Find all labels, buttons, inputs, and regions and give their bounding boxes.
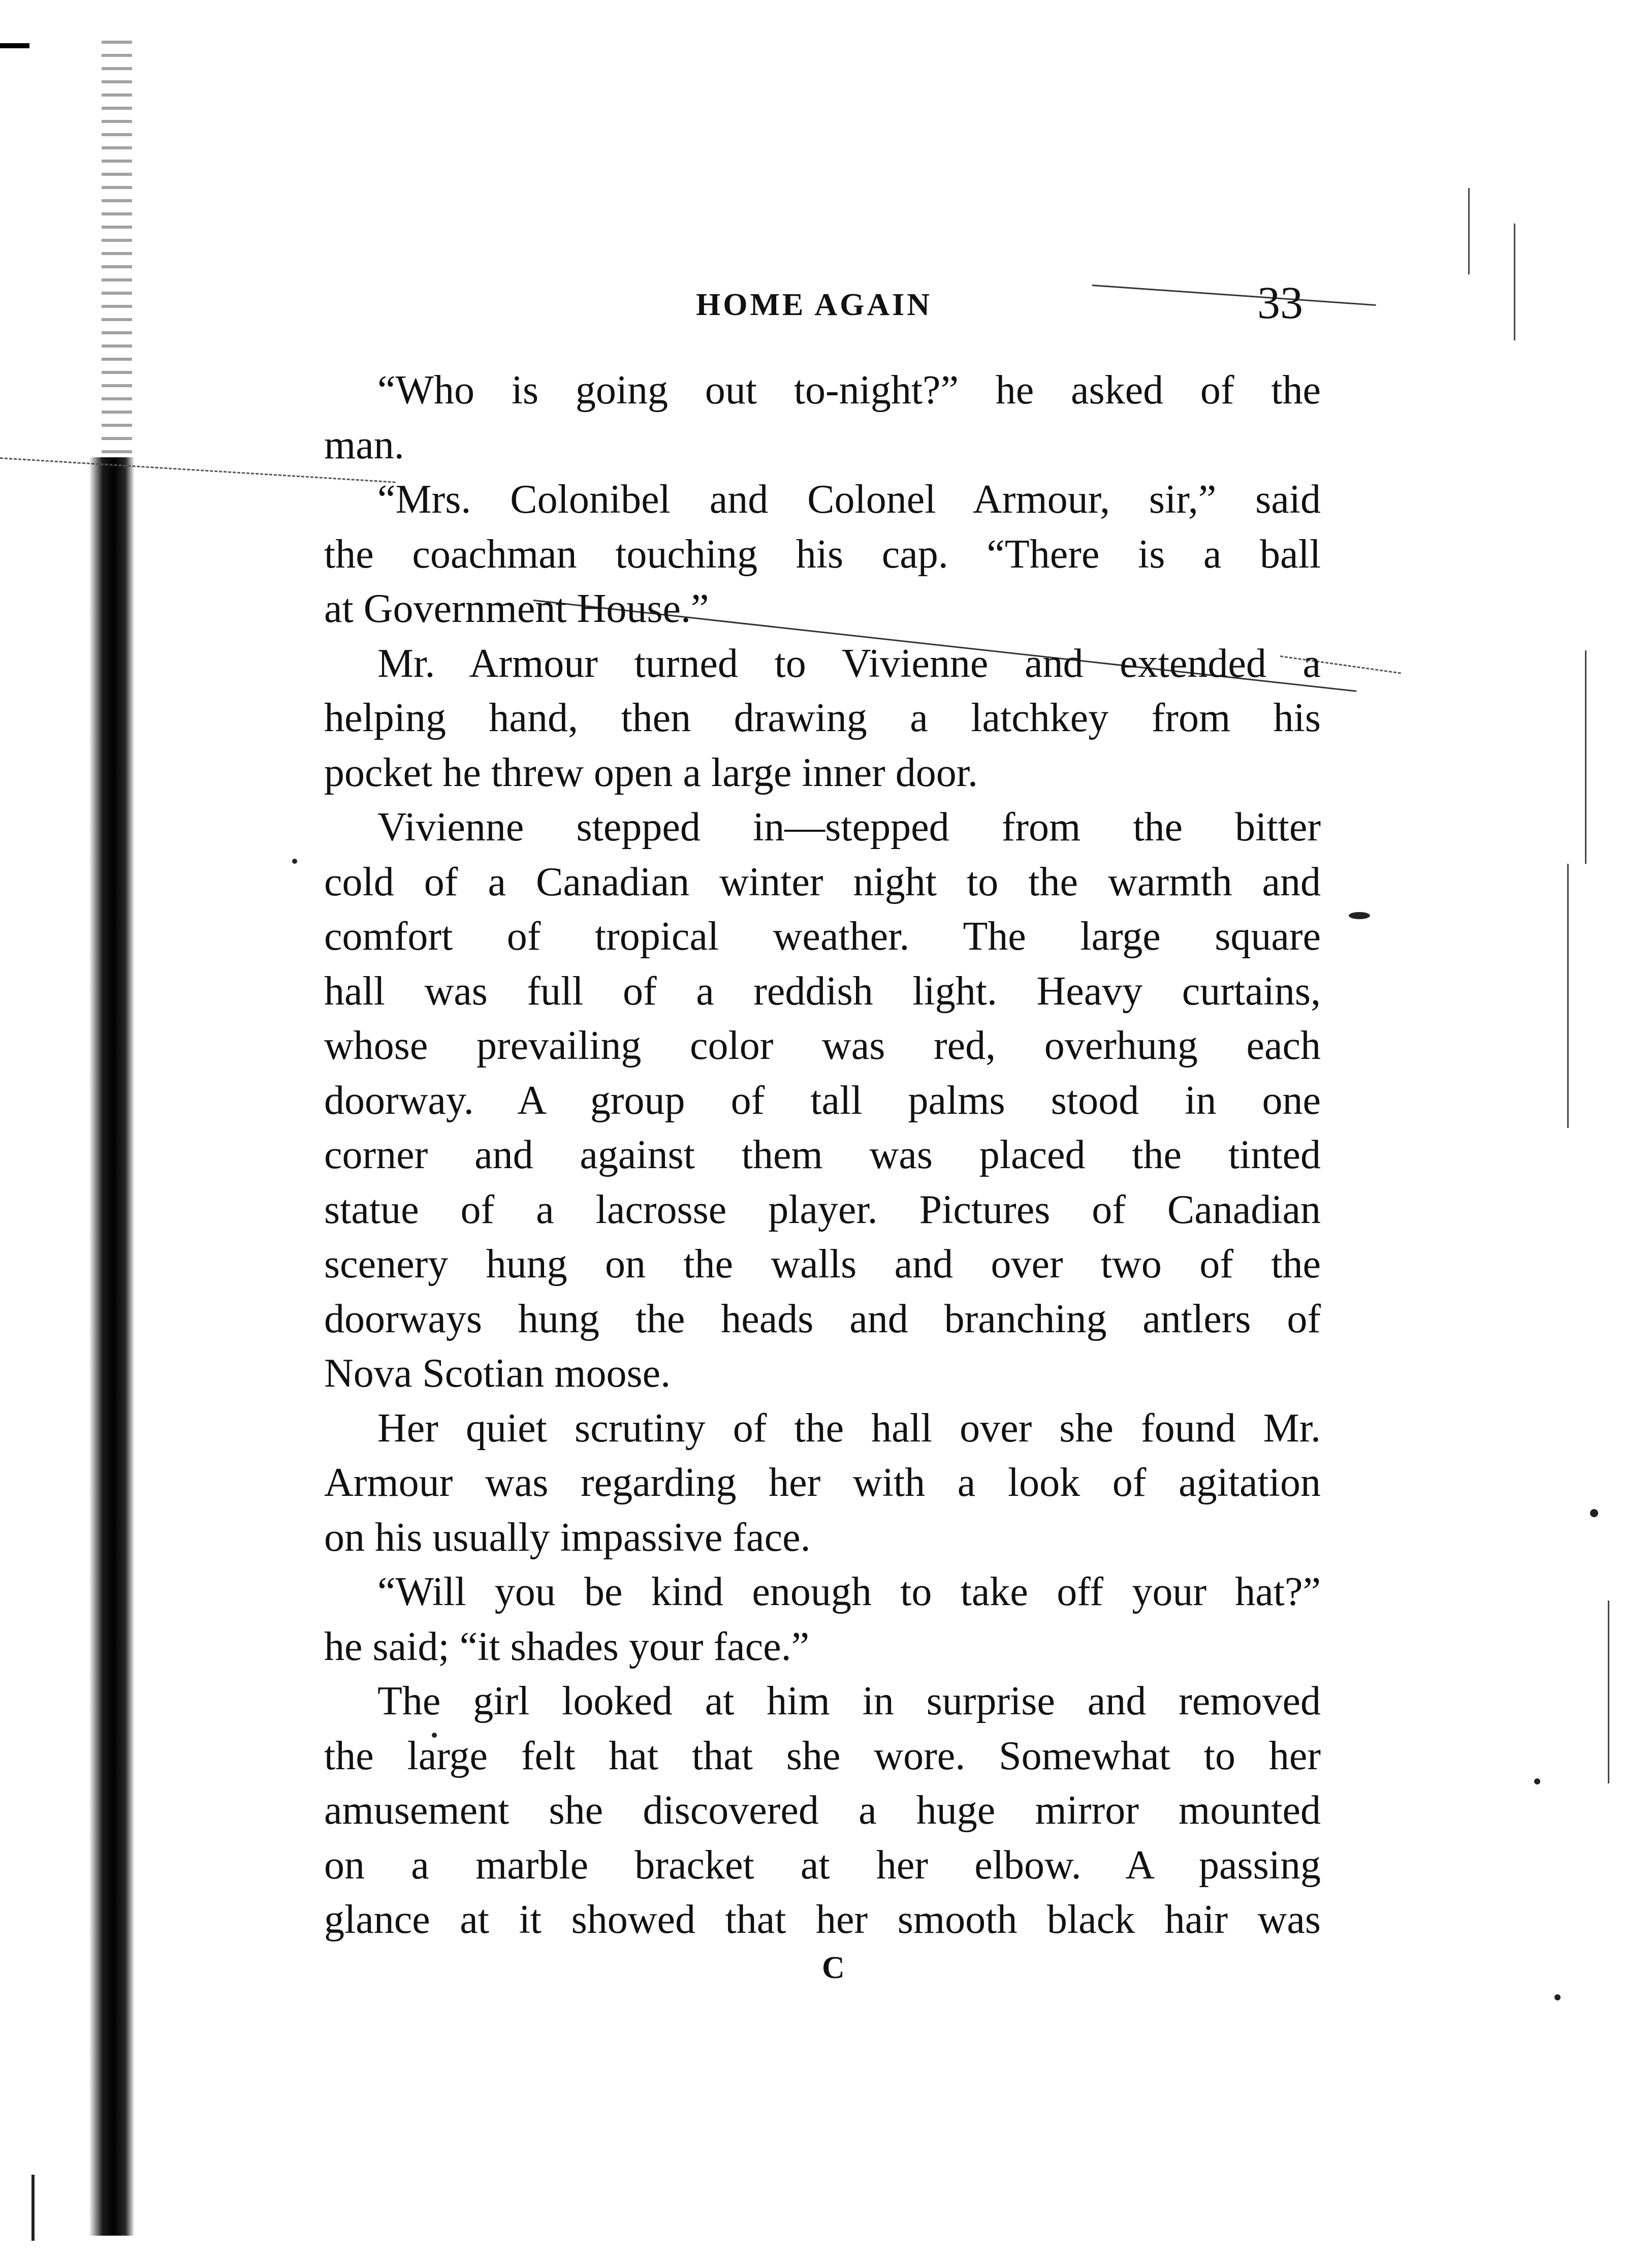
text-line: The girl looked at him in surprise and removed: [377, 1679, 1321, 1723]
text-line: hall was full of a reddish light. Heavy curtains,: [324, 968, 1321, 1014]
text-line: doorway. A group of tall palms stood in one: [324, 1078, 1321, 1123]
text-line: scenery hung on the walls and over two of the: [324, 1242, 1321, 1287]
edge-mark: [31, 2175, 35, 2241]
text-line: on his usually impassive face.: [324, 1515, 811, 1560]
text-line: the large felt hat that she wore. Somewhat to her: [324, 1733, 1321, 1778]
page-number: 33: [1257, 278, 1303, 328]
binding-speckle: [102, 41, 132, 457]
ink-speck: [292, 859, 297, 864]
text-line: he said; “it shades your face.”: [324, 1624, 810, 1669]
text-line: on a marble bracket at her elbow. A passing: [324, 1842, 1321, 1888]
signature-mark: C: [822, 1951, 845, 1985]
binding-edge: [89, 457, 135, 2236]
ink-speck: [1554, 1994, 1561, 2000]
ink-speck: [1534, 1778, 1540, 1784]
text-line: whose prevailing color was red, overhung each: [324, 1023, 1321, 1068]
text-line: glance at it showed that her smooth black hair was: [324, 1897, 1321, 1942]
text-line: “Who is going out to-night?” he asked of the: [377, 368, 1321, 413]
text-line: cold of a Canadian winter night to the warmth and: [324, 859, 1321, 904]
text-line: man.: [324, 422, 404, 467]
text-line: helping hand, then drawing a latchkey from his: [324, 696, 1321, 740]
edge-mark: [0, 43, 29, 48]
text-line: Her quiet scrutiny of the hall over she found Mr.: [377, 1405, 1321, 1451]
running-head-title: HOME AGAIN: [696, 288, 933, 322]
text-line: amusement she discovered a huge mirror mounted: [324, 1788, 1321, 1833]
text-line: Mr. Armour turned to Vivienne and extended a: [377, 641, 1321, 686]
text-line: statue of a lacrosse player. Pictures of Canadian: [324, 1187, 1321, 1232]
body-text: [324, 363, 1321, 1948]
text-line: Vivienne stepped in—stepped from the bitter: [377, 805, 1321, 850]
running-head: [0, 277, 1652, 333]
scan-line: [1585, 650, 1586, 864]
text-line: doorways hung the heads and branching antlers of: [324, 1296, 1321, 1341]
text-line: “Mrs. Colonibel and Colonel Armour, sir,” said: [377, 477, 1321, 522]
text-line: Armour was regarding her with a look of agitation: [324, 1460, 1321, 1505]
ink-speck: [1590, 1509, 1598, 1517]
text-line: corner and against them was placed the tinted: [324, 1133, 1321, 1177]
ink-speck: [1349, 912, 1370, 919]
text-line: pocket he threw open a large inner door.: [324, 750, 978, 795]
scan-line: [1608, 1601, 1609, 1783]
text-line: “Will you be kind enough to take off your hat?”: [377, 1570, 1321, 1614]
text-line: at Government House.”: [324, 586, 709, 631]
text-line: comfort of tropical weather. The large square: [324, 914, 1321, 959]
scan-line: [1567, 864, 1569, 1128]
text-line: the coachman touching his cap. “There is a ball: [324, 531, 1321, 577]
scan-line: [1468, 188, 1470, 274]
text-line: Nova Scotian moose.: [324, 1351, 671, 1396]
